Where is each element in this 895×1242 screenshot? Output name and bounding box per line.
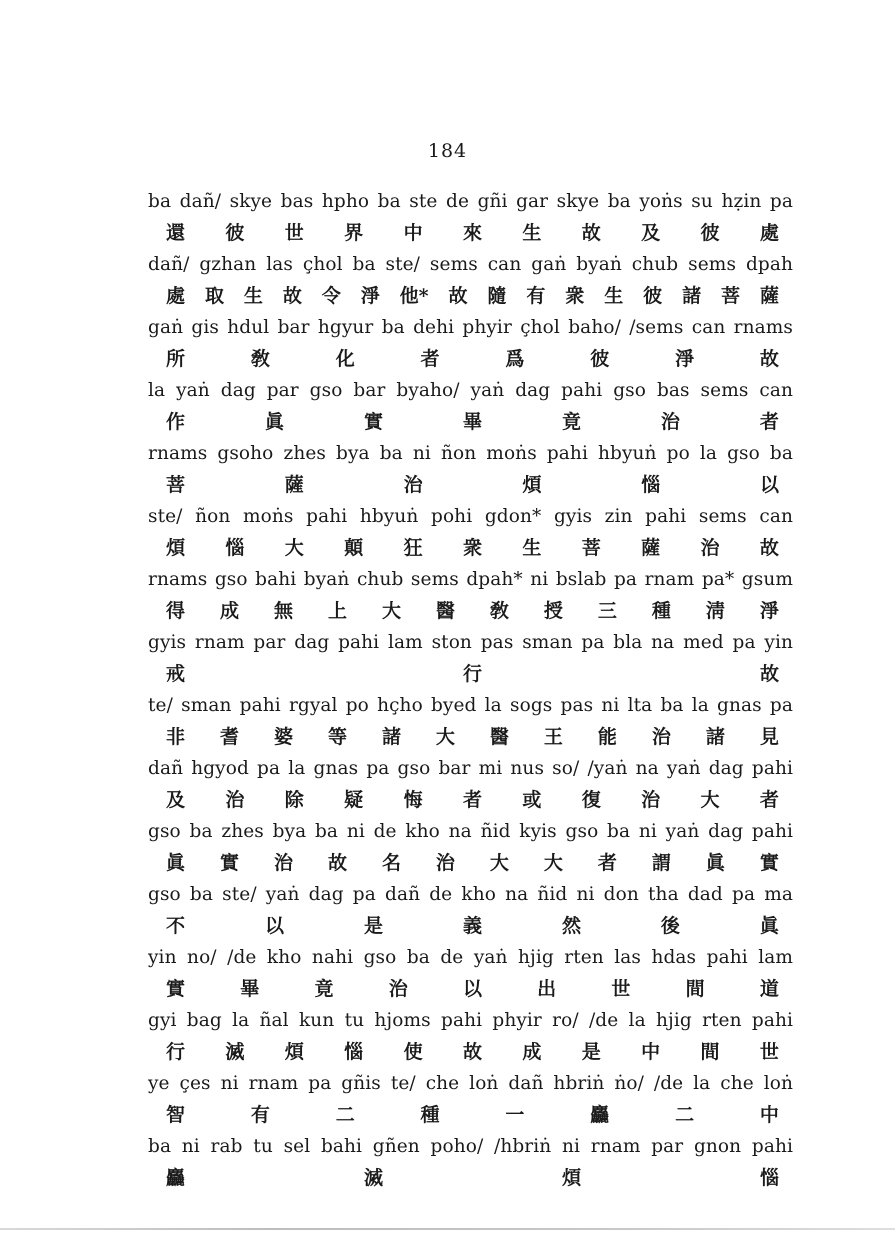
chinese-character: 後 [660,915,680,937]
chinese-character: 大 [700,789,720,811]
chinese-character: 成 [522,1041,542,1063]
chinese-character: 生 [522,537,542,559]
chinese-character: 種 [651,600,671,622]
chinese-character: 薩 [284,474,304,496]
chinese-character: 菩 [721,285,741,307]
chinese-character: 眞 [759,915,779,937]
chinese-character: 及 [641,222,661,244]
tibetan-line: dañ hgyod pa la gnas pa gso bar mi nus so/ /yaṅ na yaṅ dag pahi [148,758,793,779]
chinese-character: 者 [462,789,482,811]
chinese-character: 然 [561,915,581,937]
chinese-character: 者 [420,348,440,370]
chinese-character: 悔 [403,789,423,811]
tibetan-line: te/ sman pahi rgyal po hçho byed la sogs pas ni lta ba la gnas pa [148,695,793,716]
chinese-character: 敎 [489,600,509,622]
chinese-character: 敎 [250,348,270,370]
chinese-character: 上 [327,600,347,622]
chinese-character: 彼 [590,348,610,370]
chinese-character: 行 [166,1041,186,1063]
chinese-character: 故 [462,1041,482,1063]
chinese-character: 無 [273,600,293,622]
chinese-character: 者 [759,789,779,811]
chinese-character: 他* [399,285,429,307]
chinese-character: 道 [759,978,779,1000]
chinese-character: 菩 [581,537,601,559]
chinese-character: 故 [759,663,779,685]
chinese-character: 眞 [264,411,284,433]
chinese-character: 來 [462,222,482,244]
chinese-gloss-line [148,281,793,311]
chinese-character: 王 [543,726,563,748]
chinese-character: 故 [759,537,779,559]
chinese-gloss-line [148,722,793,752]
chinese-character: 諸 [705,726,725,748]
chinese-character: 種 [420,1104,440,1126]
chinese-character: 界 [344,222,364,244]
chinese-character: 實 [166,978,186,1000]
chinese-character: 淸 [705,600,725,622]
chinese-character: 耆 [219,726,239,748]
chinese-gloss-line [148,596,793,626]
tibetan-line: gyi bag la ñal kun tu hjoms pahi phyir ro/ /de la hjig rten pahi [148,1010,793,1031]
chinese-character: 成 [219,600,239,622]
chinese-character: 智 [166,1104,186,1126]
chinese-character: 衆 [565,285,585,307]
chinese-gloss-line [148,659,793,689]
chinese-character: 隨 [487,285,507,307]
chinese-character: 世 [611,978,631,1000]
chinese-character: 菩 [166,474,186,496]
chinese-character: 治 [388,978,408,1000]
chinese-character: 故 [282,285,302,307]
chinese-character: 名 [381,852,401,874]
chinese-character: 治 [403,474,423,496]
chinese-gloss-line [148,407,793,437]
chinese-gloss-line [148,470,793,500]
chinese-character: 爲 [505,348,525,370]
chinese-character: 中 [641,1041,661,1063]
chinese-character: 作 [166,411,186,433]
chinese-character: 大 [381,600,401,622]
chinese-character: 治 [435,852,455,874]
chinese-character: 世 [284,222,304,244]
chinese-character: 行 [462,663,482,685]
chinese-gloss-line [148,1163,793,1193]
chinese-character: 見 [759,726,779,748]
chinese-character: 竟 [561,411,581,433]
tibetan-line: gso ba zhes bya ba ni de kho na ñid kyis gso ba ni yaṅ dag pahi [148,821,793,842]
chinese-character: 麤 [166,1167,186,1189]
chinese-character: 治 [651,726,671,748]
chinese-character: 顛 [344,537,364,559]
chinese-character: 竟 [314,978,334,1000]
tibetan-line: ste/ ñon moṅs pahi hbyuṅ pohi gdon* gyis zin pahi sems can [148,506,793,527]
chinese-character: 處 [166,285,186,307]
chinese-character: 出 [537,978,557,1000]
chinese-character: 戒 [166,663,186,685]
chinese-character: 謂 [651,852,671,874]
chinese-character: 以 [759,474,779,496]
chinese-character: 非 [166,726,186,748]
chinese-character: 衆 [462,537,482,559]
chinese-character: 故 [759,348,779,370]
chinese-gloss-line [148,785,793,815]
chinese-character: 治 [225,789,245,811]
chinese-character: 能 [597,726,617,748]
chinese-character: 惱 [641,474,661,496]
tibetan-line: gyis rnam par dag pahi lam ston pas sman pa bla na med pa yin [148,632,793,653]
chinese-gloss-line [148,218,793,248]
chinese-character: 實 [759,852,779,874]
chinese-character: 二 [335,1104,355,1126]
chinese-character: 實 [363,411,383,433]
chinese-gloss-line [148,974,793,1004]
chinese-character: 眞 [705,852,725,874]
chinese-character: 二 [675,1104,695,1126]
chinese-character: 實 [219,852,239,874]
chinese-gloss-line [148,848,793,878]
chinese-character: 或 [522,789,542,811]
chinese-character: 淨 [675,348,695,370]
chinese-character: 薩 [759,285,779,307]
chinese-character: 三 [597,600,617,622]
chinese-character: 大 [489,852,509,874]
tibetan-line: ba ni rab tu sel bahi gñen poho/ /hbriṅ ni rnam par gnon pahi [148,1136,793,1157]
page-number: 184 [427,140,468,162]
chinese-character: 薩 [641,537,661,559]
chinese-character: 彼 [225,222,245,244]
tibetan-line: yin no/ /de kho nahi gso ba de yaṅ hjig rten las hdas pahi lam [148,947,793,968]
chinese-character: 除 [284,789,304,811]
chinese-character: 治 [273,852,293,874]
chinese-character: 惱 [344,1041,364,1063]
chinese-character: 狂 [403,537,423,559]
chinese-character: 煩 [166,537,186,559]
chinese-character: 令 [321,285,341,307]
chinese-character: 處 [759,222,779,244]
chinese-character: 大 [435,726,455,748]
tibetan-line: dañ/ gzhan las çhol ba ste/ sems can gaṅ byaṅ chub sems dpah [148,254,793,275]
chinese-gloss-line [148,1100,793,1130]
scan-edge-line [0,1228,895,1230]
chinese-character: 惱 [759,1167,779,1189]
bilingual-text-body [148,185,793,1193]
chinese-character: 故 [581,222,601,244]
chinese-character: 授 [543,600,563,622]
chinese-character: 煩 [522,474,542,496]
chinese-character: 大 [284,537,304,559]
chinese-character: 麤 [590,1104,610,1126]
chinese-character: 婆 [273,726,293,748]
chinese-character: 中 [759,1104,779,1126]
chinese-character: 使 [403,1041,423,1063]
chinese-character: 生 [522,222,542,244]
chinese-character: 復 [581,789,601,811]
chinese-character: 煩 [284,1041,304,1063]
chinese-character: 諸 [682,285,702,307]
tibetan-line: ba dañ/ skye bas hpho ba ste de gñi gar skye ba yoṅs su hẓin pa [148,191,793,212]
chinese-character: 所 [166,348,186,370]
chinese-character: 義 [462,915,482,937]
chinese-character: 醫 [435,600,455,622]
chinese-character: 以 [462,978,482,1000]
chinese-character: 者 [597,852,617,874]
tibetan-line: gso ba ste/ yaṅ dag pa dañ de kho na ñid ni don tha dad pa ma [148,884,793,905]
chinese-gloss-line [148,533,793,563]
chinese-character: 生 [243,285,263,307]
chinese-character: 疑 [344,789,364,811]
chinese-character: 治 [700,537,720,559]
chinese-character: 故 [448,285,468,307]
chinese-character: 不 [166,915,186,937]
chinese-character: 化 [335,348,355,370]
chinese-character: 及 [166,789,186,811]
chinese-character: 故 [327,852,347,874]
chinese-character: 取 [204,285,224,307]
chinese-character: 治 [641,789,661,811]
chinese-character: 淨 [360,285,380,307]
chinese-character: 還 [166,222,186,244]
chinese-character: 畢 [462,411,482,433]
tibetan-line: rnams gsoho zhes bya ba ni ñon moṅs pahi hbyuṅ po la gso ba [148,443,793,464]
chinese-character: 淨 [759,600,779,622]
chinese-character: 一 [505,1104,525,1126]
tibetan-line: ye çes ni rnam pa gñis te/ che loṅ dañ hbriṅ ṅo/ /de la che loṅ [148,1073,793,1094]
chinese-character: 間 [700,1041,720,1063]
chinese-character: 彼 [700,222,720,244]
chinese-character: 得 [166,600,186,622]
chinese-character: 煩 [561,1167,581,1189]
chinese-gloss-line [148,1037,793,1067]
chinese-gloss-line [148,911,793,941]
chinese-character: 以 [264,915,284,937]
tibetan-line: rnams gso bahi byaṅ chub sems dpah* ni bslab pa rnam pa* gsum [148,569,793,590]
tibetan-line: la yaṅ dag par gso bar byaho/ yaṅ dag pahi gso bas sems can [148,380,793,401]
chinese-character: 惱 [225,537,245,559]
chinese-character: 中 [403,222,423,244]
chinese-character: 生 [604,285,624,307]
chinese-character: 大 [543,852,563,874]
chinese-character: 有 [526,285,546,307]
chinese-character: 彼 [643,285,663,307]
chinese-character: 畢 [240,978,260,1000]
chinese-character: 等 [327,726,347,748]
chinese-character: 者 [759,411,779,433]
tibetan-line: gaṅ gis hdul bar hgyur ba dehi phyir çhol baho/ /sems can rnams [148,317,793,338]
chinese-character: 滅 [363,1167,383,1189]
chinese-character: 是 [581,1041,601,1063]
chinese-character: 治 [660,411,680,433]
chinese-character: 有 [250,1104,270,1126]
chinese-character: 眞 [166,852,186,874]
chinese-character: 世 [759,1041,779,1063]
chinese-character: 滅 [225,1041,245,1063]
chinese-character: 間 [685,978,705,1000]
chinese-gloss-line [148,344,793,374]
chinese-character: 諸 [381,726,401,748]
chinese-character: 是 [363,915,383,937]
chinese-character: 醫 [489,726,509,748]
